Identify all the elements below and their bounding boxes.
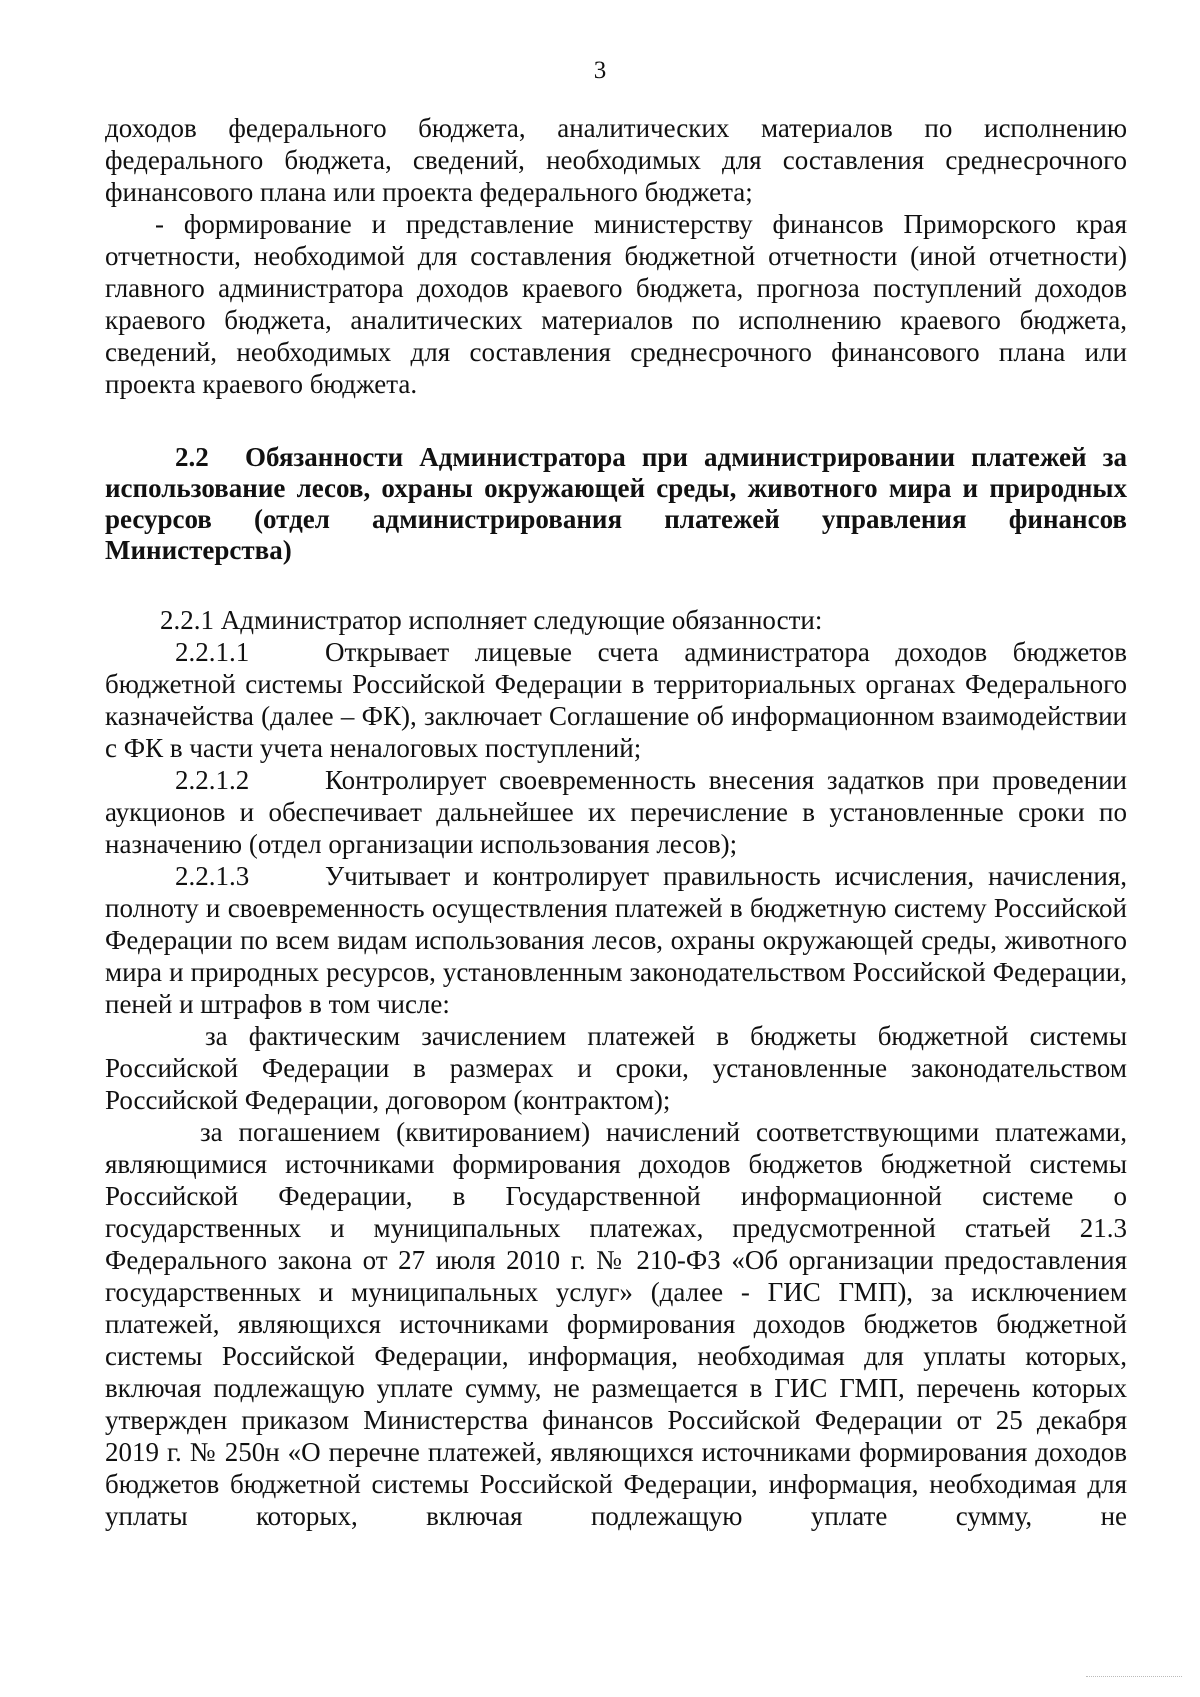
paragraph-krai-reporting: - формирование и представление министерству финансов Приморского края отчетности, необходимой для составления бюджетной отчетности (иной отчетности) главного администратора доходов краевого бюджета, прогноза поступлений доходов краевого бюджета, аналитических материалов по исполнению краевого бюджета, сведений, необходимых для составления среднесрочного финансового плана или проекта краевого бюджета.: [105, 209, 1127, 399]
document-body: [105, 112, 1127, 1532]
clause-text: Контролирует своевременность внесения задатков при проведении аукционов и обеспечивает дальнейшее их перечисление в установленные сроки по назначению (отдел организации использования лесов);: [105, 765, 1127, 859]
scan-artifact: [1086, 1676, 1182, 1687]
clause-text: Открывает лицевые счета администратора доходов бюджетов бюджетной системы Российской Федерации в территориальных органах Федерального казначейства (далее – ФК), заключает Соглашение об информационном взаимодействии с ФК в части учета неналоговых поступлений;: [105, 637, 1127, 763]
clause-2-2-1-3: [105, 860, 1127, 1020]
clause-intro: 2.2.1 Администратор исполняет следующие обязанности:: [160, 605, 823, 635]
subclause-actual-crediting: за фактическим зачислением платежей в бюджеты бюджетной системы Российской Федерации в размерах и сроки, установленные законодательством Российской Федерации, договором (контрактом);: [105, 1021, 1127, 1115]
subclause-gis-gmp: за погашением (квитированием) начислений соответствующими платежами, являющимися источниками формирования доходов бюджетов бюджетной системы Российской Федерации, в Государственной информационной системе о государственных и муниципальных платежах, предусмотренной статьей 21.3 Федерального закона от 27 июля 2010 г. № 210-ФЗ «Об организации предоставления государственных и муниципальных услуг» (далее - ГИС ГМП), за исключением платежей, являющихся источниками формирования доходов бюджетов бюджетной системы Российской Федерации, информация, необходимая для уплаты которых, включая подлежащую уплате сумму, не размещается в ГИС ГМП, перечень которых утвержден приказом Министерства финансов Российской Федерации от 25 декабря 2019 г. № 250н «О перечне платежей, являющихся источниками формирования доходов бюджетов бюджетной системы Российской Федерации, информация, необходимая для уплаты которых, включая подлежащую уплате сумму, не: [105, 1117, 1127, 1531]
paragraph-continuation: доходов федерального бюджета, аналитических материалов по исполнению федерального бюджета, сведений, необходимых для составления среднесрочного финансового плана или проекта федерального бюджета;: [105, 113, 1127, 207]
clause-2-2-1-1: [105, 636, 1127, 764]
section-heading: [105, 442, 1127, 566]
clause-text: Учитывает и контролирует правильность исчисления, начисления, полноту и своевременность осуществления платежей в бюджетную систему Российской Федерации по всем видам использования лесов, охраны окружающей среды, животного мира и природных ресурсов, установленным законодательством Российской Федерации, пеней и штрафов в том числе:: [105, 861, 1127, 1019]
clause-number: 2.2.1.3: [175, 861, 250, 891]
clause-number: 2.2.1.1: [175, 637, 250, 667]
section-number: 2.2: [175, 442, 209, 472]
clause-2-2-1-2: [105, 764, 1127, 860]
section-title: Обязанности Администратора при администрировании платежей за использование лесов, охраны окружающей среды, животного мира и природных ресурсов (отдел администрирования платежей управления финансов Министерства): [105, 442, 1127, 565]
clause-number: 2.2.1.2: [175, 765, 250, 795]
page-number: 3: [593, 57, 607, 84]
